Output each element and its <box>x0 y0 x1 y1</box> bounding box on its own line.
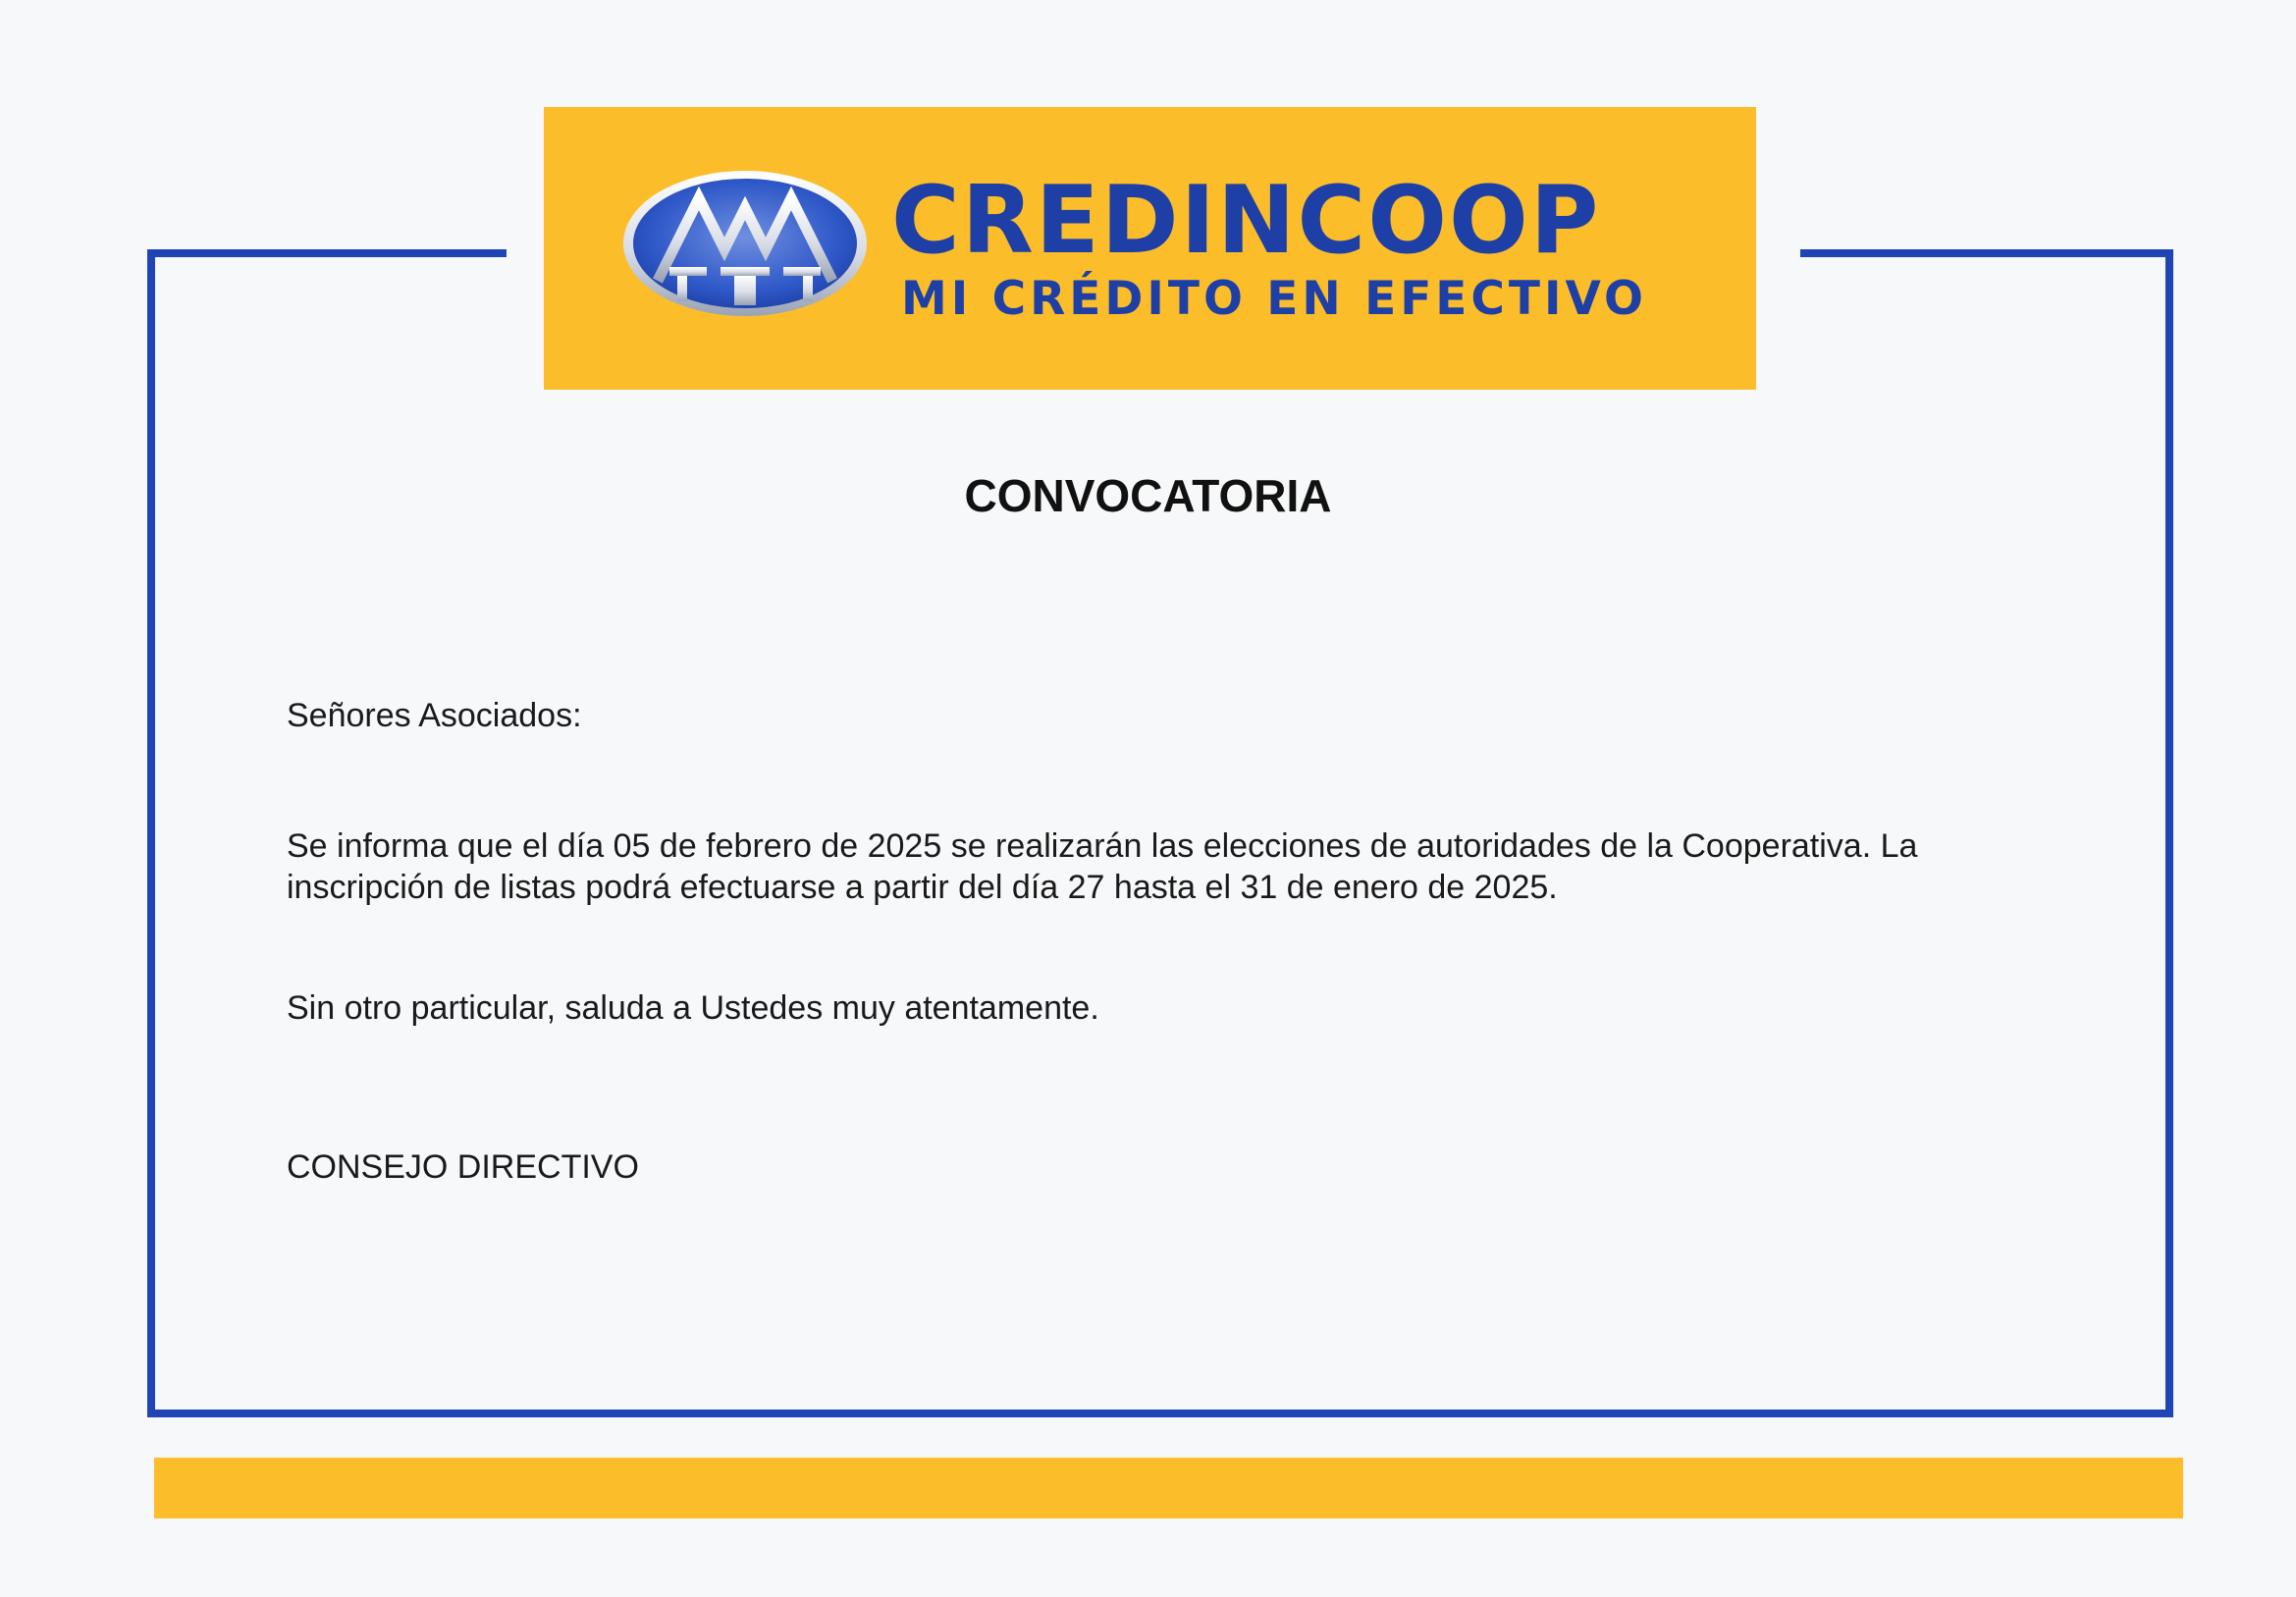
frame-top-right-border <box>1800 249 2173 257</box>
frame-left-border <box>147 249 155 1417</box>
salutation: Señores Asociados: <box>287 697 582 734</box>
closing-line: Sin otro particular, saluda a Ustedes muy atentamente. <box>287 989 1099 1027</box>
signature: CONSEJO DIRECTIVO <box>287 1148 639 1186</box>
document-title: CONVOCATORIA <box>964 470 1332 521</box>
brand-tagline: MI CRÉDITO EN EFECTIVO <box>901 272 1647 326</box>
credincoop-logo-icon <box>618 165 872 322</box>
frame-bottom-border <box>147 1410 2173 1417</box>
body-paragraph-line: inscripción de listas podrá efectuarse a partir del día 27 hasta el 31 de enero de 2025. <box>287 869 1558 906</box>
footer-bar <box>154 1458 2183 1518</box>
body-paragraph-line: Se informa que el día 05 de febrero de 2025 se realizarán las elecciones de autoridades de la Cooperativa. La <box>287 827 1918 865</box>
frame-right-border <box>2165 249 2173 1417</box>
brand-name: CREDINCOOP <box>891 167 1601 275</box>
frame-top-left-border <box>147 249 507 257</box>
